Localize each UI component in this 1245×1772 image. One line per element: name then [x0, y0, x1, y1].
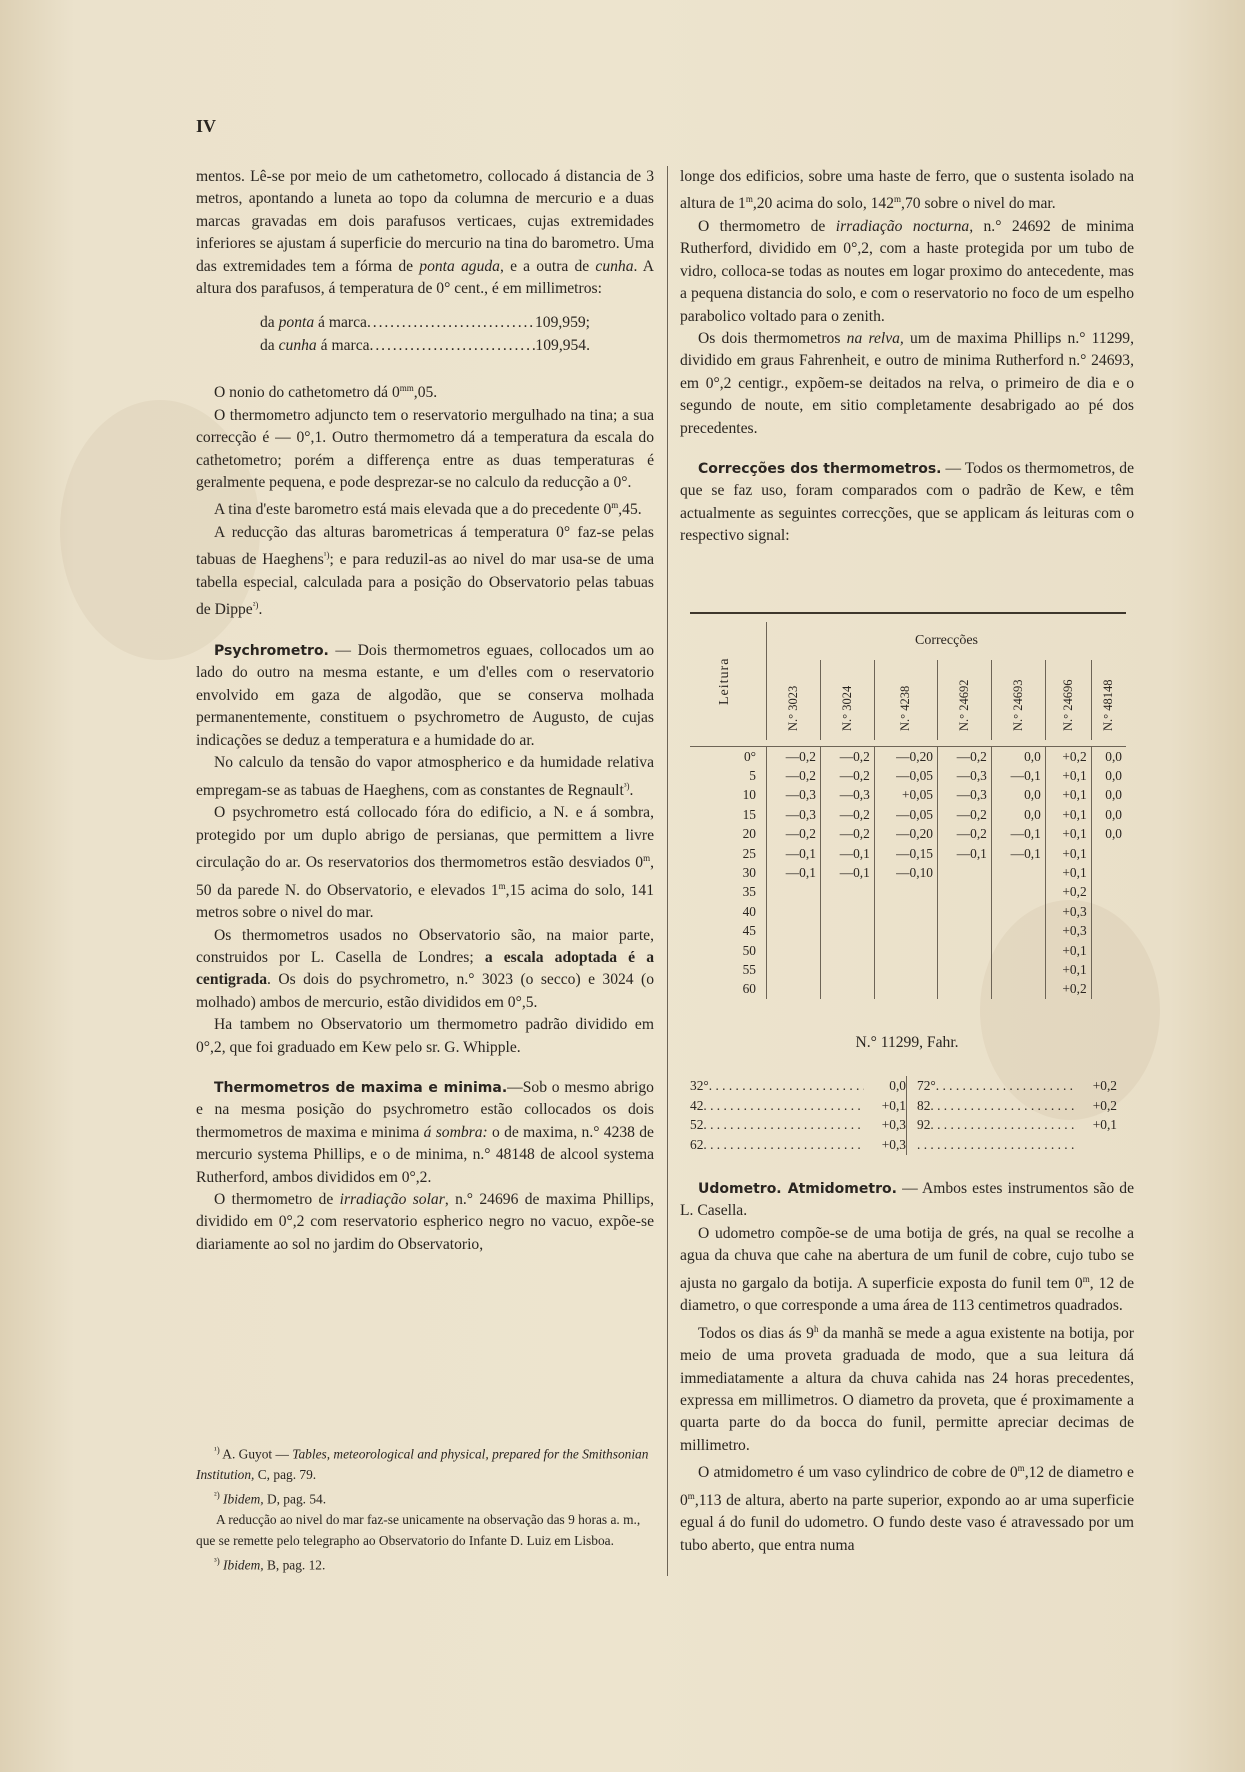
paragraph: No calculo da tensão do vapor atmospherico e da humidade relativa empregam-se as tabuas de Haeghens, com as constantes de Regnault$^{^3)}$.	[196, 754, 654, 799]
table-row	[690, 960, 1126, 979]
correction-cell: —0,2	[767, 825, 821, 844]
page-number: IV	[196, 116, 217, 136]
leitura-cell: 25	[742, 845, 756, 861]
correccoes-header: Correcções	[767, 622, 1127, 660]
paragraph: O thermometro de irradiação solar, n.° 24696 de maxima Phillips, dividido em 0°,2 com reservatorio espherico negro no vacuo, expõe-se diariamente ao sol no jardim do Observatorio,	[196, 1190, 655, 1253]
correction-cell: —0,10	[874, 863, 937, 882]
paragraph-psychrometro: Psychrometro. — Dois thermometros eguaes, collocados um ao lado do outro na mesma estante, e um d'elles com o reservatorio envolvido em gaza de algodão, que se conserva molhada permanentemente, constituem o psychrometro de Augusto, de cujas indicações se deduz a temperatura e a humidade do ar.	[196, 642, 654, 749]
leitura-cell: 35	[742, 884, 756, 900]
table-row	[690, 805, 1126, 824]
table-row	[690, 902, 1126, 921]
paragraph-thermometros: Thermometros de maxima e minima.—Sob o mesmo abrigo e na mesma posição do psychrometro estão collocados os dois thermometros de maxima e minima á sombra: o de maxima, n.° 4238 de mercurio systema Phillips, e o de minima, n.° 48148 de alcool systema Rutherford, ambos divididos em 0°,2.	[196, 1078, 654, 1186]
column-header: N.° 48148	[1091, 660, 1126, 740]
right-column-top	[680, 166, 1134, 548]
correction-cell: —0,1	[991, 825, 1045, 844]
table-row	[690, 844, 1126, 863]
paragraph: O udometro compõe-se de uma botija de grés, na qual se recolhe a agua da chuva que cahe na abertura de um funil de cobre, cujo tubo se ajusta no gargalo da botija. A superficie exposta do funil tem 0$^m$, 12 de diametro, o que corresponde a uma área de 113 centimetros quadrados.	[680, 1224, 1134, 1315]
correction-cell: —0,20	[874, 747, 937, 767]
column-header: N.° 3024	[820, 660, 874, 740]
correction-cell: +0,1	[1045, 941, 1091, 960]
leitura-cell: 5	[749, 768, 756, 784]
correction-cell: —0,3	[820, 786, 874, 805]
correction-cell	[1091, 922, 1126, 941]
correction-cell: +0,1	[1045, 844, 1091, 863]
correction-cell: —0,2	[767, 766, 821, 785]
correction-cell	[991, 883, 1045, 902]
correction-cell	[991, 980, 1045, 999]
correction-cell: 0,0	[1091, 805, 1126, 824]
correction-cell	[1091, 960, 1126, 979]
leitura-cell: 0°	[743, 748, 756, 764]
correction-cell	[820, 883, 874, 902]
paragraph: A reducção das alturas barometricas á temperatura 0° faz-se pelas tabuas de Haeghens$^{^1)}$; e para reduzil-as ao nivel do mar usa-se de uma tabella especial, calculada para a posição do Observatorio pelas tabuas de Dippe$^{^2)}$.	[196, 524, 654, 619]
section-heading: Thermometros de maxima e minima.	[214, 1079, 508, 1096]
correction-cell: —0,2	[937, 805, 991, 824]
correction-cell: 0,0	[1091, 825, 1126, 844]
column-header: N.° 24696	[1045, 660, 1091, 740]
paragraph: O thermometro adjuncto tem o reservatorio mergulhado na tina; a sua correcção é — 0°,1. Outro thermometro dá a temperatura da escala do cathetometro; porém a differença entre as duas temperaturas é geralmente pequena, e pode desprezar-se no calculo da reducção a 0°.	[196, 406, 654, 492]
fahr-row	[917, 1135, 1117, 1155]
correction-cell	[874, 960, 937, 979]
correction-cell: —0,05	[874, 805, 937, 824]
mark-row: da ponta á marca . . . 109,959;	[260, 312, 590, 334]
correction-cell: —0,2	[767, 747, 821, 767]
table-row	[690, 786, 1126, 805]
paragraph: mentos. Lê-se por meio de um cathetometro, collocado á distancia de 3 metros, apontando a luneta ao topo da columna de mercurio e a duas marcas gravadas em dois parafusos verticaes, cujas extremidades inferiores se ajustam á superficie do mercurio na tina do barometro. Uma das extremidades tem a fórma de ponta aguda, e a outra de cunha. A altura dos parafusos, á temperatura de 0° cent., é em millimetros:	[196, 168, 654, 298]
correction-cell	[820, 902, 874, 921]
paragraph: Os dois thermometros na relva, um de maxima Phillips n.° 11299, dividido em graus Fahrenheit, e outro de minima Rutherford n.° 24693, em 0°,2 centigr., expõem-se deitados na relva, o primeiro de dia e o segundo de noute, em sitio completamente desabrigado ao pé dos precedentes.	[680, 330, 1134, 437]
correction-cell: —0,05	[874, 766, 937, 785]
correction-cell	[1091, 844, 1126, 863]
paragraph: O thermometro de irradiação nocturna, n.° 24692 de minima Rutherford, dividido em 0°,2, com a haste protegida por um tubo de vidro, colloca-se todas as noutes em logar proximo do antecedente, mas a pequena distancia do solo, e com o reservatorio no foco de um espelho parabolico voltado para o zenith.	[680, 218, 1135, 325]
correction-cell	[1091, 941, 1126, 960]
correction-cell	[937, 980, 991, 999]
correction-cell: +0,3	[1045, 922, 1091, 941]
correction-cell: 0,0	[991, 805, 1045, 824]
correction-cell: —0,2	[820, 805, 874, 824]
correction-cell	[767, 960, 821, 979]
correction-cell	[937, 922, 991, 941]
footnote-1: $^{^1)}$ A. Guyot — Tables, meteorological and physical, prepared for the Smithsonian Institution, C, pag. 79.	[196, 1445, 649, 1482]
paragraph: O atmidometro é um vaso cylindrico de cobre de 0$^m$,12 de diametro e 0$^m$,113 de altura, aberto na parte superior, expondo ao ar uma superficie egual á do funil do udometro. O fundo deste vaso é atravessado por um tubo aberto, que entra numa	[680, 1463, 1134, 1554]
correction-cell: —0,1	[767, 863, 821, 882]
table-row	[690, 941, 1126, 960]
correction-cell: —0,1	[820, 844, 874, 863]
correction-cell: —0,1	[937, 844, 991, 863]
correction-cell: +0,2	[1045, 747, 1091, 767]
fahr-table-title: N.° 11299, Fahr.	[855, 1034, 959, 1051]
correction-cell	[874, 941, 937, 960]
correction-cell	[1091, 883, 1126, 902]
correction-cell: 0,0	[1091, 786, 1126, 805]
correction-cell	[991, 941, 1045, 960]
leitura-cell: 15	[742, 806, 756, 822]
paragraph: A tina d'este barometro está mais elevada que a do precedente 0$^m$,45.	[214, 500, 642, 519]
section-heading: Psychrometro.	[214, 643, 329, 660]
table-row	[690, 883, 1126, 902]
correction-cell	[1091, 863, 1126, 882]
column-divider	[667, 166, 668, 1576]
leitura-cell: 20	[742, 826, 756, 842]
fahr-row: 42 . . . +0,1	[690, 1096, 906, 1116]
correction-cell: —0,3	[937, 786, 991, 805]
correction-cell: —0,3	[767, 786, 821, 805]
correction-cell: —0,2	[937, 747, 991, 767]
correction-cell	[991, 960, 1045, 979]
correction-cell: 0,0	[1091, 747, 1126, 767]
correction-cell: +0,1	[1045, 960, 1091, 979]
correction-cell: —0,15	[874, 844, 937, 863]
leitura-cell: 40	[742, 903, 756, 919]
table-row	[690, 980, 1126, 999]
fahr-table	[690, 1076, 1126, 1155]
correction-cell: —0,1	[991, 766, 1045, 785]
table-row	[690, 747, 1126, 767]
correction-cell: +0,2	[1045, 980, 1091, 999]
paragraph: longe dos edificios, sobre uma haste de ferro, que o sustenta isolado na altura de 1$^m$,20 acima do solo, 142$^m$,70 sobre o nivel do mar.	[680, 168, 1134, 213]
fahr-left	[690, 1076, 906, 1155]
correction-cell	[874, 883, 937, 902]
leitura-header: Leitura	[717, 657, 732, 705]
paragraph: O nonio do cathetometro dá $0^{mm},05$.	[214, 383, 438, 402]
correction-cell	[820, 922, 874, 941]
leitura-cell: 45	[742, 923, 756, 939]
correction-cell: +0,1	[1045, 786, 1091, 805]
correction-cell: —0,1	[991, 844, 1045, 863]
column-header: N.° 3023	[767, 660, 821, 740]
correction-cell	[937, 941, 991, 960]
correction-cell	[937, 902, 991, 921]
correction-cell	[874, 902, 937, 921]
correction-cell	[767, 902, 821, 921]
paragraph-udometro: Udometro. Atmidometro. — Ambos estes instrumentos são de L. Casella.	[680, 1180, 1134, 1220]
leitura-cell: 50	[742, 942, 756, 958]
table-row	[690, 766, 1126, 785]
correction-cell	[1091, 902, 1126, 921]
correction-cell: 0,0	[991, 747, 1045, 767]
correction-cell: +0,1	[1045, 766, 1091, 785]
table-row	[690, 922, 1126, 941]
leitura-cell: 30	[742, 865, 756, 881]
correction-cell: —0,1	[767, 844, 821, 863]
correction-cell	[820, 960, 874, 979]
leitura-cell: 55	[742, 961, 756, 977]
footnotes	[196, 1440, 654, 1576]
paragraph: Todos os dias ás 9$^h$ da manhã se mede a agua existente na botija, por meio de uma proveta graduada de modo, que a sua leitura dá immediatamente a altura da chuva cahida nas 24 horas precedentes, expressa em millimetros. O diametro da proveta, que é proximamente a quarta parte do da bocca do funil, permitte apreciar decimas de millimetro.	[680, 1323, 1134, 1454]
correction-cell	[767, 941, 821, 960]
correction-cell	[937, 883, 991, 902]
section-heading: Correcções dos thermometros.	[698, 461, 942, 478]
correction-cell: 0,0	[991, 786, 1045, 805]
correction-cell: +0,1	[1045, 825, 1091, 844]
correction-cell	[820, 980, 874, 999]
column-header: N.° 24693	[991, 660, 1045, 740]
correction-cell: —0,1	[820, 863, 874, 882]
fahr-row: 52 . . . +0,3	[690, 1115, 906, 1135]
correction-cell: —0,20	[874, 825, 937, 844]
leitura-cell: 60	[742, 981, 756, 997]
paragraph: Ha tambem no Observatorio um thermometro padrão dividido em 0°,2, que foi graduado em Kew pelo sr. G. Whipple.	[196, 1016, 654, 1056]
correction-cell: —0,2	[937, 825, 991, 844]
correction-cell	[767, 980, 821, 999]
fahr-row: 82 . . . +0,2	[917, 1096, 1117, 1116]
corrections-table	[690, 612, 1126, 999]
fahr-row: 92 . . . +0,1	[917, 1115, 1117, 1135]
correction-cell	[874, 980, 937, 999]
right-column-bottom	[680, 1178, 1134, 1557]
correction-cell	[937, 863, 991, 882]
column-header: N.° 24692	[937, 660, 991, 740]
fahr-row: 62 . . . +0,3	[690, 1135, 906, 1155]
mark-row: da cunha á marca . . . 109,954.	[260, 335, 590, 357]
correction-cell	[874, 922, 937, 941]
footnote-2-note: A reducção ao nivel do mar faz-se unicamente na observação das 9 horas a. m., que se remette pelo telegrapho ao Observatorio do Infante D. Luiz em Lisboa.	[196, 1512, 641, 1548]
correction-cell	[991, 863, 1045, 882]
correction-cell: —0,2	[820, 766, 874, 785]
correction-cell: 0,0	[1091, 766, 1126, 785]
paragraph-correccoes: Correcções dos thermometros. — Todos os thermometros, de que se faz uso, foram comparados com o padrão de Kew, e têm actualmente as seguintes correcções, que se applicam ás leituras com o respectivo signal:	[680, 460, 1134, 545]
correction-cell: —0,3	[937, 766, 991, 785]
correction-cell	[767, 883, 821, 902]
table-row	[690, 863, 1126, 882]
correction-cell	[991, 922, 1045, 941]
correction-cell	[1091, 980, 1126, 999]
section-heading: Udometro. Atmidometro.	[698, 1181, 897, 1197]
left-column	[196, 166, 654, 1256]
correction-cell	[991, 902, 1045, 921]
correction-cell: —0,3	[767, 805, 821, 824]
fahr-row: 32° . . . 0,0	[690, 1076, 906, 1096]
paragraph: O psychrometro está collocado fóra do edificio, a N. e á sombra, protegido por um duplo abrigo de persianas, que permittem a livre circulação do ar. Os reservatorios dos thermometros estão desviados 0$^m$, 50 da parede N. do Observatorio, e elevados 1$^m$,15 acima do solo, 141 metros sobre o nivel do mar.	[196, 804, 654, 922]
correction-cell	[820, 941, 874, 960]
paragraph: Os thermometros usados no Observatorio são, na maior parte, construidos por L. Casella de Londres; a escala adoptada é a centigrada. Os dois do psychrometro, n.° 3023 (o secco) e 3024 (o molhado) ambos de mercurio, estão divididos em 0°,5.	[196, 926, 654, 1011]
column-header: N.° 4238	[874, 660, 937, 740]
correction-cell	[937, 960, 991, 979]
fahr-right	[906, 1076, 1117, 1155]
correction-cell: +0,3	[1045, 902, 1091, 921]
fahr-row: 72° . . . +0,2	[917, 1076, 1117, 1096]
correction-cell: —0,2	[820, 747, 874, 767]
leitura-cell: 10	[742, 787, 756, 803]
correction-cell: +0,05	[874, 786, 937, 805]
correction-cell	[767, 922, 821, 941]
correction-cell: +0,1	[1045, 863, 1091, 882]
corrections-body	[690, 747, 1126, 1000]
footnote-3: $^{^3)}$ Ibidem, B, pag. 12.	[214, 1556, 326, 1573]
correction-cell: —0,2	[820, 825, 874, 844]
table-row	[690, 825, 1126, 844]
footnote-2: $^{^2)}$ Ibidem, D, pag. 54.	[214, 1490, 327, 1507]
correction-cell: +0,2	[1045, 883, 1091, 902]
correction-cell: +0,1	[1045, 805, 1091, 824]
